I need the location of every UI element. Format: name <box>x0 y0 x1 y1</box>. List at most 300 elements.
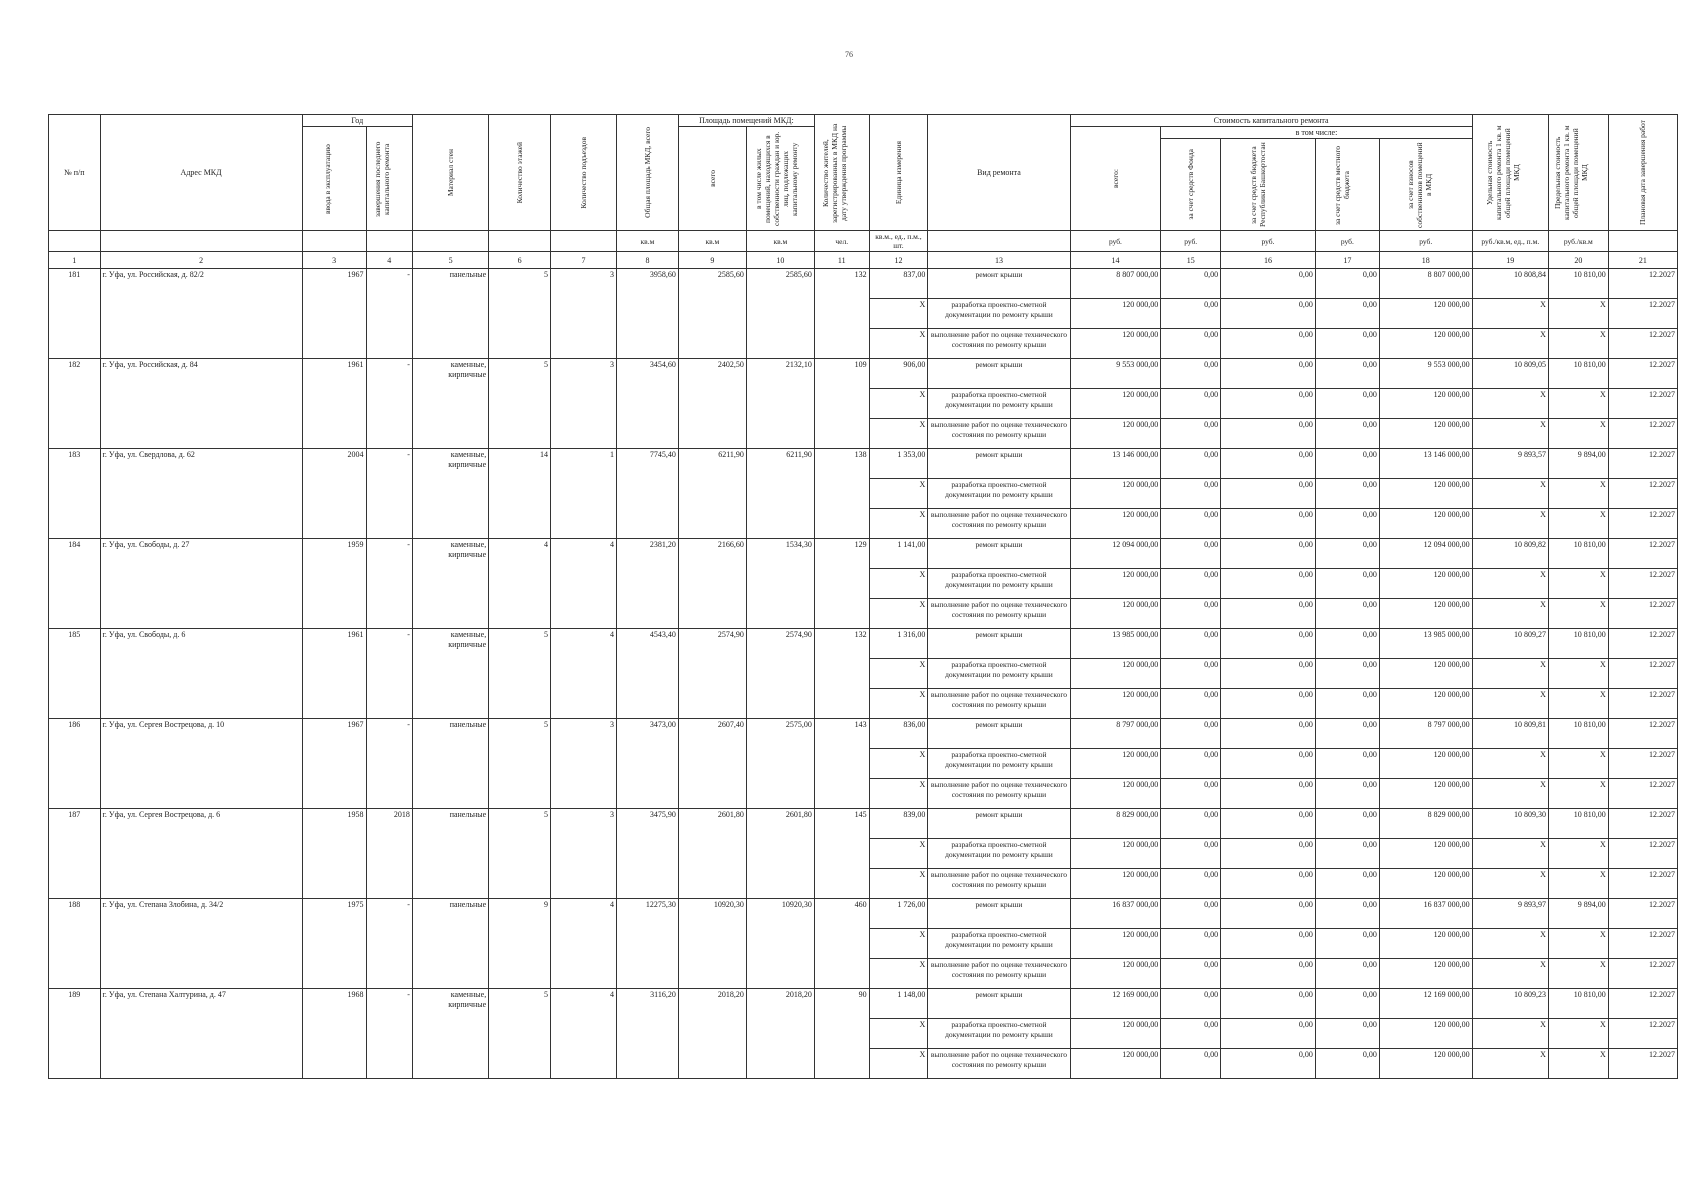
record-residents: 460 <box>814 899 869 989</box>
cost-local: 0,00 <box>1315 959 1379 989</box>
unit-cost: 10 809,05 <box>1472 359 1548 389</box>
cost-local: 0,00 <box>1315 479 1379 509</box>
col-max-cost-header <box>1548 115 1608 231</box>
record-year-repair: - <box>366 719 412 809</box>
work-type: разработка проектно-сметной документации по ремонту крыши <box>928 479 1070 509</box>
cost-republic: 0,00 <box>1221 1019 1316 1049</box>
record-wall-material: каменные, кирпичные <box>412 449 488 539</box>
record-area-private: 10920,30 <box>746 899 814 989</box>
work-type: ремонт крыши <box>928 359 1070 389</box>
col-floors-label: Количество этажей <box>515 141 525 204</box>
record-year-built: 1958 <box>302 809 366 899</box>
cost-fund: 0,00 <box>1161 1049 1221 1079</box>
cost-republic: 0,00 <box>1221 869 1316 899</box>
column-number: 19 <box>1472 252 1548 269</box>
record-year-repair: - <box>366 539 412 629</box>
cost-fund: 0,00 <box>1161 599 1221 629</box>
max-cost: X <box>1548 569 1608 599</box>
table-row <box>49 629 1678 659</box>
cost-total: 12 094 000,00 <box>1070 539 1161 569</box>
year-group-header: Год <box>302 115 412 127</box>
unit-cost: X <box>1472 959 1548 989</box>
cost-owners: 8 829 000,00 <box>1379 809 1472 839</box>
cost-republic: 0,00 <box>1221 539 1316 569</box>
unit-cost: X <box>1472 869 1548 899</box>
record-wall-material: панельные <box>412 719 488 809</box>
deadline: 12.2027 <box>1608 779 1677 809</box>
cost-owners: 120 000,00 <box>1379 779 1472 809</box>
col-address-header: Адрес МКД <box>100 115 302 231</box>
col-unit-header <box>869 115 928 231</box>
cost-owners: 120 000,00 <box>1379 299 1472 329</box>
cost-republic: 0,00 <box>1221 359 1316 389</box>
record-area-private: 2585,60 <box>746 269 814 359</box>
cost-total: 8 797 000,00 <box>1070 719 1161 749</box>
cost-owners: 120 000,00 <box>1379 509 1472 539</box>
work-quantity: X <box>869 569 928 599</box>
cost-total: 9 553 000,00 <box>1070 359 1161 389</box>
work-type: ремонт крыши <box>928 809 1070 839</box>
cost-owners: 16 837 000,00 <box>1379 899 1472 929</box>
record-residents: 132 <box>814 269 869 359</box>
record-area-total: 12275,30 <box>617 899 679 989</box>
cost-total: 120 000,00 <box>1070 839 1161 869</box>
column-number: 4 <box>366 252 412 269</box>
cost-local: 0,00 <box>1315 989 1379 1019</box>
cost-total: 120 000,00 <box>1070 779 1161 809</box>
unit-cost: X <box>1472 419 1548 449</box>
table-body <box>49 269 1678 1079</box>
cost-total: 120 000,00 <box>1070 599 1161 629</box>
page-number: 76 <box>845 50 853 59</box>
max-cost: X <box>1548 779 1608 809</box>
cost-republic: 0,00 <box>1221 599 1316 629</box>
record-wall-material: панельные <box>412 809 488 899</box>
max-cost: 10 810,00 <box>1548 629 1608 659</box>
deadline: 12.2027 <box>1608 749 1677 779</box>
cost-local: 0,00 <box>1315 359 1379 389</box>
deadline: 12.2027 <box>1608 599 1677 629</box>
cost-local: 0,00 <box>1315 839 1379 869</box>
unit-cell: кв.м <box>746 231 814 252</box>
record-floors: 5 <box>489 629 551 719</box>
cost-local: 0,00 <box>1315 329 1379 359</box>
col-floors-header <box>489 115 551 231</box>
unit-cell <box>366 231 412 252</box>
unit-cell <box>489 231 551 252</box>
cost-owners: 120 000,00 <box>1379 749 1472 779</box>
work-quantity: X <box>869 869 928 899</box>
cost-total: 120 000,00 <box>1070 509 1161 539</box>
record-entrances: 3 <box>551 809 617 899</box>
col-year-repair-label: завершения последнего капитального ремонта <box>373 140 392 217</box>
cost-fund: 0,00 <box>1161 929 1221 959</box>
cost-fund: 0,00 <box>1161 959 1221 989</box>
work-type: разработка проектно-сметной документации по ремонту крыши <box>928 389 1070 419</box>
cost-owners: 120 000,00 <box>1379 569 1472 599</box>
work-type: ремонт крыши <box>928 269 1070 299</box>
record-number: 183 <box>49 449 101 539</box>
cost-republic: 0,00 <box>1221 809 1316 839</box>
col-entrances-header <box>551 115 617 231</box>
cost-total: 12 169 000,00 <box>1070 989 1161 1019</box>
work-type: разработка проектно-сметной документации по ремонту крыши <box>928 929 1070 959</box>
unit-cost: X <box>1472 599 1548 629</box>
record-entrances: 4 <box>551 989 617 1079</box>
deadline: 12.2027 <box>1608 809 1677 839</box>
unit-cell: руб. <box>1315 231 1379 252</box>
column-number: 11 <box>814 252 869 269</box>
col-entrances-label: Количество подъездов <box>579 136 589 209</box>
cost-republic: 0,00 <box>1221 779 1316 809</box>
cost-group-header: Стоимость капитального ремонта <box>1070 115 1472 127</box>
cost-total: 120 000,00 <box>1070 479 1161 509</box>
cost-local: 0,00 <box>1315 299 1379 329</box>
cost-local: 0,00 <box>1315 599 1379 629</box>
cost-owners: 13 146 000,00 <box>1379 449 1472 479</box>
max-cost: X <box>1548 479 1608 509</box>
cost-fund: 0,00 <box>1161 389 1221 419</box>
unit-cell <box>49 231 101 252</box>
column-number: 14 <box>1070 252 1161 269</box>
record-residents: 138 <box>814 449 869 539</box>
cost-owners: 8 807 000,00 <box>1379 269 1472 299</box>
record-entrances: 4 <box>551 629 617 719</box>
record-year-built: 1968 <box>302 989 366 1079</box>
unit-cost: 10 809,81 <box>1472 719 1548 749</box>
col-cost-fund-header <box>1161 139 1221 231</box>
cost-total: 8 829 000,00 <box>1070 809 1161 839</box>
table-row <box>49 989 1678 1019</box>
cost-fund: 0,00 <box>1161 689 1221 719</box>
unit-cost: X <box>1472 569 1548 599</box>
cost-owners: 120 000,00 <box>1379 1019 1472 1049</box>
record-area-private: 2132,10 <box>746 359 814 449</box>
record-area-all: 2585,60 <box>678 269 746 359</box>
record-entrances: 3 <box>551 269 617 359</box>
record-area-total: 2381,20 <box>617 539 679 629</box>
work-quantity: X <box>869 749 928 779</box>
unit-cost: X <box>1472 749 1548 779</box>
cost-republic: 0,00 <box>1221 479 1316 509</box>
cost-fund: 0,00 <box>1161 269 1221 299</box>
cost-republic: 0,00 <box>1221 1049 1316 1079</box>
max-cost: X <box>1548 419 1608 449</box>
unit-cost: 9 893,97 <box>1472 899 1548 929</box>
record-area-all: 2601,80 <box>678 809 746 899</box>
cost-owners: 8 797 000,00 <box>1379 719 1472 749</box>
work-quantity: 837,00 <box>869 269 928 299</box>
cost-fund: 0,00 <box>1161 419 1221 449</box>
cost-total: 120 000,00 <box>1070 1019 1161 1049</box>
cost-local: 0,00 <box>1315 929 1379 959</box>
cost-owners: 120 000,00 <box>1379 869 1472 899</box>
record-year-repair: - <box>366 449 412 539</box>
col-cost-owners-header <box>1379 139 1472 231</box>
work-type: выполнение работ по оценке технического состояния по ремонту крыши <box>928 1049 1070 1079</box>
cost-total: 120 000,00 <box>1070 389 1161 419</box>
column-number: 7 <box>551 252 617 269</box>
work-quantity: 836,00 <box>869 719 928 749</box>
work-type: выполнение работ по оценке технического состояния по ремонту крыши <box>928 779 1070 809</box>
work-quantity: X <box>869 1019 928 1049</box>
col-deadline-header <box>1608 115 1677 231</box>
work-quantity: X <box>869 479 928 509</box>
max-cost: X <box>1548 299 1608 329</box>
cost-owners: 120 000,00 <box>1379 479 1472 509</box>
cost-fund: 0,00 <box>1161 329 1221 359</box>
record-area-private: 6211,90 <box>746 449 814 539</box>
work-quantity: 1 726,00 <box>869 899 928 929</box>
unit-cell <box>302 231 366 252</box>
column-number: 8 <box>617 252 679 269</box>
work-quantity: 1 148,00 <box>869 989 928 1019</box>
cost-local: 0,00 <box>1315 539 1379 569</box>
record-area-private: 2018,20 <box>746 989 814 1079</box>
deadline: 12.2027 <box>1608 1019 1677 1049</box>
unit-cost: X <box>1472 509 1548 539</box>
unit-cell <box>551 231 617 252</box>
deadline: 12.2027 <box>1608 689 1677 719</box>
deadline: 12.2027 <box>1608 359 1677 389</box>
cost-owners: 120 000,00 <box>1379 839 1472 869</box>
max-cost: X <box>1548 749 1608 779</box>
record-wall-material: панельные <box>412 269 488 359</box>
column-number: 18 <box>1379 252 1472 269</box>
deadline: 12.2027 <box>1608 959 1677 989</box>
cost-total: 120 000,00 <box>1070 659 1161 689</box>
cost-republic: 0,00 <box>1221 449 1316 479</box>
record-wall-material: каменные, кирпичные <box>412 539 488 629</box>
column-number: 1 <box>49 252 101 269</box>
cost-owners: 120 000,00 <box>1379 929 1472 959</box>
col-unit-cost-label: Удельная стоимость капитального ремонта 1 кв. м общей площади помещений МКД <box>1485 125 1522 220</box>
cost-republic: 0,00 <box>1221 929 1316 959</box>
cost-local: 0,00 <box>1315 389 1379 419</box>
work-quantity: 839,00 <box>869 809 928 839</box>
cost-owners: 12 169 000,00 <box>1379 989 1472 1019</box>
record-area-all: 10920,30 <box>678 899 746 989</box>
cost-fund: 0,00 <box>1161 299 1221 329</box>
unit-cost: X <box>1472 689 1548 719</box>
cost-fund: 0,00 <box>1161 569 1221 599</box>
record-number: 186 <box>49 719 101 809</box>
unit-cell: кв.м <box>617 231 679 252</box>
work-quantity: X <box>869 689 928 719</box>
deadline: 12.2027 <box>1608 269 1677 299</box>
cost-local: 0,00 <box>1315 779 1379 809</box>
deadline: 12.2027 <box>1608 899 1677 929</box>
table-row <box>49 359 1678 389</box>
units-row <box>49 231 1678 252</box>
cost-owners: 13 985 000,00 <box>1379 629 1472 659</box>
record-area-all: 2018,20 <box>678 989 746 1079</box>
work-quantity: 1 141,00 <box>869 539 928 569</box>
cost-local: 0,00 <box>1315 569 1379 599</box>
cost-local: 0,00 <box>1315 449 1379 479</box>
record-address: г. Уфа, ул. Свердлова, д. 62 <box>100 449 302 539</box>
deadline: 12.2027 <box>1608 389 1677 419</box>
record-address: г. Уфа, ул. Сергея Вострецова, д. 6 <box>100 809 302 899</box>
cost-local: 0,00 <box>1315 899 1379 929</box>
col-cost-fund-label: за счет средств Фонда <box>1186 149 1196 220</box>
cost-fund: 0,00 <box>1161 809 1221 839</box>
work-quantity: X <box>869 329 928 359</box>
deadline: 12.2027 <box>1608 329 1677 359</box>
table-row <box>49 809 1678 839</box>
record-year-built: 1961 <box>302 629 366 719</box>
unit-cell <box>1608 231 1677 252</box>
cost-fund: 0,00 <box>1161 359 1221 389</box>
unit-cell: руб./кв.м <box>1548 231 1608 252</box>
record-number: 182 <box>49 359 101 449</box>
unit-cell: руб. <box>1379 231 1472 252</box>
record-entrances: 4 <box>551 899 617 989</box>
col-cost-republic-header <box>1221 139 1316 231</box>
unit-cell: кв.м <box>678 231 746 252</box>
cost-owners: 120 000,00 <box>1379 959 1472 989</box>
record-area-total: 3473,00 <box>617 719 679 809</box>
cost-republic: 0,00 <box>1221 899 1316 929</box>
record-year-built: 1975 <box>302 899 366 989</box>
record-wall-material: панельные <box>412 899 488 989</box>
record-area-private: 1534,30 <box>746 539 814 629</box>
col-cost-republic-label: за счет средств бюджета Республики Башкортостан <box>1249 142 1267 227</box>
record-number: 185 <box>49 629 101 719</box>
deadline: 12.2027 <box>1608 719 1677 749</box>
record-year-repair: 2018 <box>366 809 412 899</box>
record-entrances: 1 <box>551 449 617 539</box>
record-floors: 5 <box>489 269 551 359</box>
unit-cost: X <box>1472 329 1548 359</box>
column-number: 12 <box>869 252 928 269</box>
cost-local: 0,00 <box>1315 809 1379 839</box>
record-year-repair: - <box>366 629 412 719</box>
cost-fund: 0,00 <box>1161 749 1221 779</box>
record-area-all: 2574,90 <box>678 629 746 719</box>
unit-cost: X <box>1472 659 1548 689</box>
max-cost: 10 810,00 <box>1548 989 1608 1019</box>
cost-republic: 0,00 <box>1221 389 1316 419</box>
table-row <box>49 899 1678 929</box>
cost-local: 0,00 <box>1315 629 1379 659</box>
record-address: г. Уфа, ул. Степана Халтурина, д. 47 <box>100 989 302 1079</box>
cost-total: 16 837 000,00 <box>1070 899 1161 929</box>
deadline: 12.2027 <box>1608 1049 1677 1079</box>
deadline: 12.2027 <box>1608 419 1677 449</box>
cost-total: 8 807 000,00 <box>1070 269 1161 299</box>
record-year-built: 1961 <box>302 359 366 449</box>
max-cost: X <box>1548 389 1608 419</box>
work-type: выполнение работ по оценке технического состояния по ремонту крыши <box>928 959 1070 989</box>
record-area-total: 3958,60 <box>617 269 679 359</box>
work-type: ремонт крыши <box>928 719 1070 749</box>
record-area-total: 7745,40 <box>617 449 679 539</box>
work-type: разработка проектно-сметной документации по ремонту крыши <box>928 839 1070 869</box>
cost-total: 120 000,00 <box>1070 929 1161 959</box>
record-area-total: 3116,20 <box>617 989 679 1079</box>
max-cost: X <box>1548 1019 1608 1049</box>
work-type: ремонт крыши <box>928 989 1070 1019</box>
record-area-private: 2575,00 <box>746 719 814 809</box>
record-floors: 9 <box>489 899 551 989</box>
table-row <box>49 539 1678 569</box>
record-number: 181 <box>49 269 101 359</box>
record-floors: 5 <box>489 719 551 809</box>
record-area-all: 6211,90 <box>678 449 746 539</box>
record-entrances: 4 <box>551 539 617 629</box>
record-number: 189 <box>49 989 101 1079</box>
unit-cost: X <box>1472 389 1548 419</box>
record-entrances: 3 <box>551 359 617 449</box>
unit-cost: X <box>1472 1019 1548 1049</box>
cost-fund: 0,00 <box>1161 779 1221 809</box>
repair-program-table <box>48 114 1678 1079</box>
table-row <box>49 269 1678 299</box>
cost-republic: 0,00 <box>1221 509 1316 539</box>
col-cost-total-label: всего: <box>1110 169 1120 188</box>
cost-fund: 0,00 <box>1161 659 1221 689</box>
column-number: 17 <box>1315 252 1379 269</box>
work-quantity: X <box>869 299 928 329</box>
column-numbers-row <box>49 252 1678 269</box>
record-area-total: 3454,60 <box>617 359 679 449</box>
col-work-type-header: Вид ремонта <box>928 115 1070 231</box>
record-area-total: 4543,40 <box>617 629 679 719</box>
unit-cell: руб. <box>1070 231 1161 252</box>
cost-republic: 0,00 <box>1221 659 1316 689</box>
work-type: выполнение работ по оценке технического состояния по ремонту крыши <box>928 869 1070 899</box>
deadline: 12.2027 <box>1608 449 1677 479</box>
cost-total: 120 000,00 <box>1070 329 1161 359</box>
cost-local: 0,00 <box>1315 269 1379 299</box>
cost-owners: 9 553 000,00 <box>1379 359 1472 389</box>
unit-cost: X <box>1472 299 1548 329</box>
record-residents: 90 <box>814 989 869 1079</box>
cost-fund: 0,00 <box>1161 509 1221 539</box>
premises-area-group-header: Площадь помещений МКД: <box>678 115 814 127</box>
cost-republic: 0,00 <box>1221 329 1316 359</box>
max-cost: X <box>1548 959 1608 989</box>
work-type: разработка проектно-сметной документации по ремонту крыши <box>928 299 1070 329</box>
max-cost: 9 894,00 <box>1548 899 1608 929</box>
unit-cell <box>100 231 302 252</box>
cost-total: 13 146 000,00 <box>1070 449 1161 479</box>
work-type: выполнение работ по оценке технического состояния по ремонту крыши <box>928 509 1070 539</box>
deadline: 12.2027 <box>1608 509 1677 539</box>
record-number: 188 <box>49 899 101 989</box>
cost-local: 0,00 <box>1315 719 1379 749</box>
unit-cost: X <box>1472 929 1548 959</box>
work-quantity: X <box>869 599 928 629</box>
unit-cell <box>412 231 488 252</box>
cost-local: 0,00 <box>1315 509 1379 539</box>
max-cost: 9 894,00 <box>1548 449 1608 479</box>
work-quantity: X <box>869 779 928 809</box>
record-year-built: 1967 <box>302 269 366 359</box>
unit-cost: 10 809,27 <box>1472 629 1548 659</box>
deadline: 12.2027 <box>1608 629 1677 659</box>
col-deadline-label: Плановая дата завершения работ <box>1638 119 1648 226</box>
max-cost: 10 810,00 <box>1548 269 1608 299</box>
cost-total: 120 000,00 <box>1070 569 1161 599</box>
cost-total: 120 000,00 <box>1070 419 1161 449</box>
cost-local: 0,00 <box>1315 419 1379 449</box>
work-type: выполнение работ по оценке технического состояния по ремонту крыши <box>928 689 1070 719</box>
cost-republic: 0,00 <box>1221 419 1316 449</box>
table-row <box>49 719 1678 749</box>
record-floors: 4 <box>489 539 551 629</box>
